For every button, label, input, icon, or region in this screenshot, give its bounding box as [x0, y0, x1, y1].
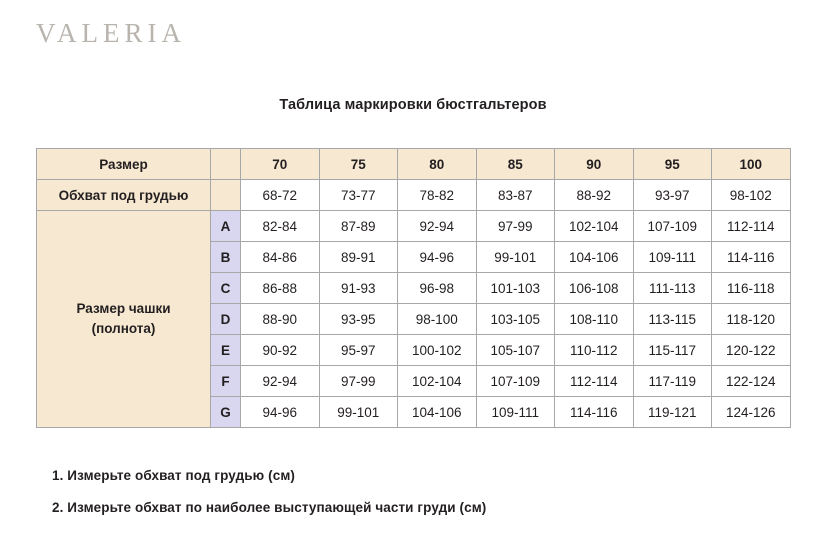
cup-e-value-75: 95-97 [319, 335, 398, 366]
cup-f-value-85: 107-109 [476, 366, 555, 397]
cup-g-value-70: 94-96 [241, 397, 320, 428]
header-size-70: 70 [241, 149, 320, 180]
cup-c-value-90: 106-108 [555, 273, 634, 304]
cup-letter-a: A [211, 211, 241, 242]
cup-a-value-100: 112-114 [712, 211, 791, 242]
cup-g-value-80: 104-106 [398, 397, 477, 428]
cup-label-line-2: (полнота) [91, 321, 156, 336]
cup-a-value-90: 102-104 [555, 211, 634, 242]
cup-e-value-95: 115-117 [633, 335, 712, 366]
cup-a-value-85: 97-99 [476, 211, 555, 242]
instruction-step-2: 2. Измерьте обхват по наиболее выступающей части груди (см) [52, 500, 487, 515]
cup-letter-f: F [211, 366, 241, 397]
brand-logo: VALERIA [36, 18, 187, 48]
instruction-step-1: 1. Измерьте обхват под грудью (см) [52, 468, 295, 483]
cup-g-value-75: 99-101 [319, 397, 398, 428]
cup-c-value-80: 96-98 [398, 273, 477, 304]
cup-d-value-90: 108-110 [555, 304, 634, 335]
table-row-header [37, 149, 791, 180]
header-cup-spacer [211, 149, 241, 180]
cup-g-value-95: 119-121 [633, 397, 712, 428]
underbust-value-70: 68-72 [241, 180, 320, 211]
cup-d-value-80: 98-100 [398, 304, 477, 335]
header-size-85: 85 [476, 149, 555, 180]
cup-c-value-85: 101-103 [476, 273, 555, 304]
header-size-90: 90 [555, 149, 634, 180]
cup-b-value-70: 84-86 [241, 242, 320, 273]
cup-d-value-95: 113-115 [633, 304, 712, 335]
underbust-value-90: 88-92 [555, 180, 634, 211]
cup-a-value-75: 87-89 [319, 211, 398, 242]
underbust-value-85: 83-87 [476, 180, 555, 211]
cup-letter-d: D [211, 304, 241, 335]
header-size-80: 80 [398, 149, 477, 180]
cup-e-value-80: 100-102 [398, 335, 477, 366]
page-title: Таблица маркировки бюстгальтеров [279, 97, 547, 113]
cup-e-value-100: 120-122 [712, 335, 791, 366]
cup-f-value-100: 122-124 [712, 366, 791, 397]
cup-b-value-75: 89-91 [319, 242, 398, 273]
cup-f-value-80: 102-104 [398, 366, 477, 397]
cup-c-value-70: 86-88 [241, 273, 320, 304]
header-size-100: 100 [712, 149, 791, 180]
cup-g-value-85: 109-111 [476, 397, 555, 428]
cup-label-line-1: Размер чашки [76, 301, 171, 317]
underbust-cup-spacer [211, 180, 241, 211]
cup-g-value-90: 114-116 [555, 397, 634, 428]
cup-a-value-95: 107-109 [633, 211, 712, 242]
cup-d-value-100: 118-120 [712, 304, 791, 335]
cup-b-value-80: 94-96 [398, 242, 477, 273]
cup-letter-e: E [211, 335, 241, 366]
cup-letter-b: B [211, 242, 241, 273]
cup-c-value-100: 116-118 [712, 273, 791, 304]
cup-c-value-95: 111-113 [633, 273, 712, 304]
cup-d-value-75: 93-95 [319, 304, 398, 335]
cup-e-value-85: 105-107 [476, 335, 555, 366]
cup-a-value-70: 82-84 [241, 211, 320, 242]
cup-f-value-95: 117-119 [633, 366, 712, 397]
cup-b-value-85: 99-101 [476, 242, 555, 273]
header-size-label: Размер [37, 149, 211, 180]
cup-e-value-70: 90-92 [241, 335, 320, 366]
underbust-value-100: 98-102 [712, 180, 791, 211]
cup-d-value-70: 88-90 [241, 304, 320, 335]
cup-letter-g: G [211, 397, 241, 428]
cup-e-value-90: 110-112 [555, 335, 634, 366]
size-chart-table [36, 148, 791, 428]
cup-c-value-75: 91-93 [319, 273, 398, 304]
table-row-underbust [37, 180, 791, 211]
cup-d-value-85: 103-105 [476, 304, 555, 335]
underbust-value-75: 73-77 [319, 180, 398, 211]
cup-g-value-100: 124-126 [712, 397, 791, 428]
cup-b-value-95: 109-111 [633, 242, 712, 273]
cup-f-value-90: 112-114 [555, 366, 634, 397]
instructions-list [52, 468, 792, 532]
row-label-underbust: Обхват под грудью [37, 180, 211, 211]
header-size-75: 75 [319, 149, 398, 180]
size-chart-container [36, 148, 790, 428]
cup-b-value-100: 114-116 [712, 242, 791, 273]
cup-b-value-90: 104-106 [555, 242, 634, 273]
cup-f-value-70: 92-94 [241, 366, 320, 397]
cup-f-value-75: 97-99 [319, 366, 398, 397]
cup-a-value-80: 92-94 [398, 211, 477, 242]
underbust-value-95: 93-97 [633, 180, 712, 211]
underbust-value-80: 78-82 [398, 180, 477, 211]
cup-letter-c: C [211, 273, 241, 304]
row-label-cup-size [37, 211, 211, 428]
table-row-cup-a [37, 211, 791, 242]
header-size-95: 95 [633, 149, 712, 180]
